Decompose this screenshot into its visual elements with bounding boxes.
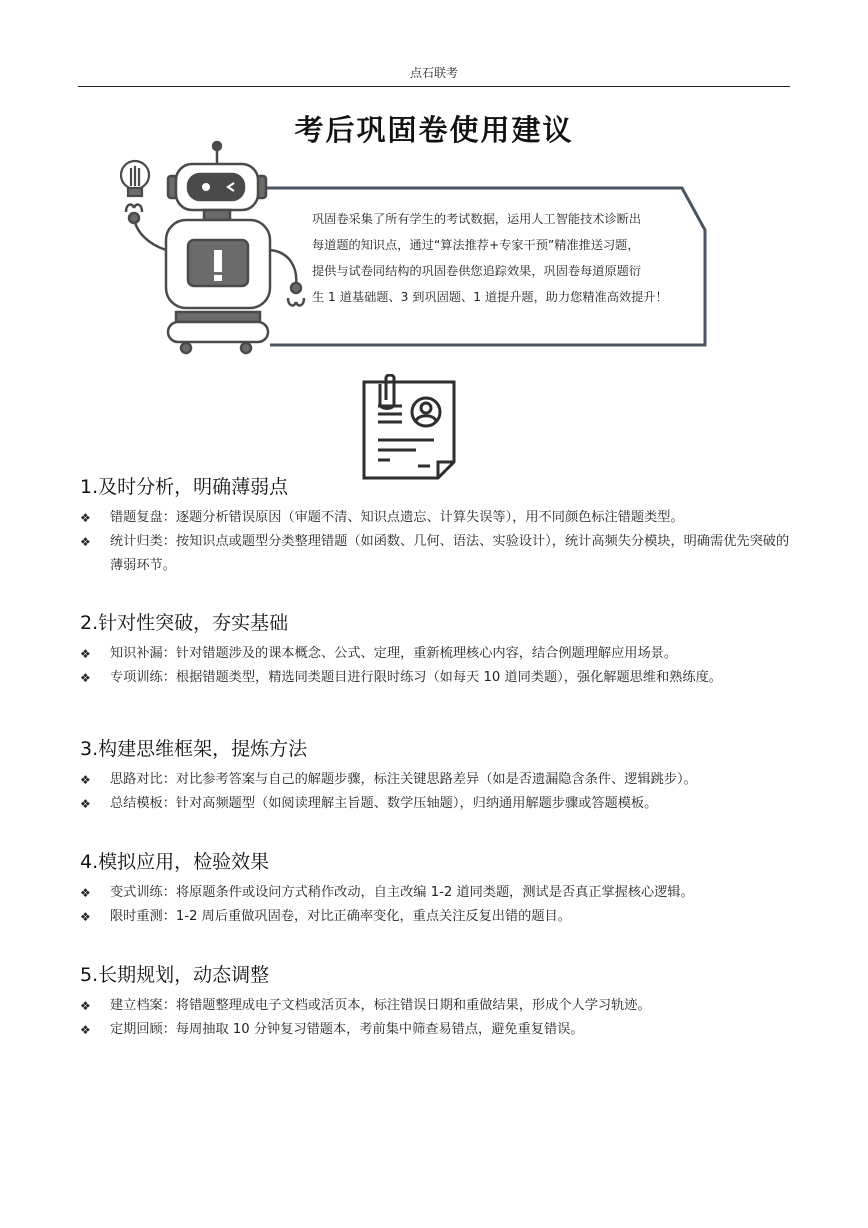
section-heading: 1.及时分析，明确薄弱点 xyxy=(80,476,289,498)
lightbulb-icon xyxy=(121,161,149,196)
list-item: ❖ 思路对比：对比参考答案与自己的解题步骤，标注关键思路差异（如是否遗漏隐含条件、逻辑跳步）。 xyxy=(80,768,792,792)
section-heading: 3.构建思维框架，提炼方法 xyxy=(80,738,308,760)
diamond-bullet-icon: ❖ xyxy=(80,797,91,811)
list-item: ❖ 专项训练：根据错题类型，精选同类题目进行限时练习（如每天 10 道同类题），强化解题思维和熟练度。 xyxy=(80,666,792,690)
section-list xyxy=(80,994,792,1042)
header-text: 点石联考 xyxy=(409,66,458,80)
intro-line: 巩固卷采集了所有学生的考试数据，运用人工智能技术诊断出 xyxy=(312,212,642,226)
intro-line: 提供与试卷同结构的巩固卷供您追踪效果，巩固卷每道原题衍 xyxy=(312,264,642,278)
diamond-bullet-icon: ❖ xyxy=(80,910,91,924)
list-item: ❖ 总结模板：针对高频题型（如阅读理解主旨题、数学压轴题），归纳通用解题步骤或答题模板。 xyxy=(80,792,792,816)
diamond-bullet-icon: ❖ xyxy=(80,511,91,525)
diamond-bullet-icon: ❖ xyxy=(80,999,91,1013)
diamond-bullet-icon: ❖ xyxy=(80,886,91,900)
list-item: ❖ 统计归类：按知识点或题型分类整理错题（如函数、几何、语法、实验设计），统计高频失分模块，明确需优先突破的薄弱环节。 xyxy=(80,530,792,578)
list-item: ❖ 定期回顾：每周抽取 10 分钟复习错题本，考前集中筛查易错点，避免重复错误。 xyxy=(80,1018,792,1042)
diamond-bullet-icon: ❖ xyxy=(80,535,91,549)
intro-line: 每道题的知识点，通过“算法推荐+专家干预”精准推送习题， xyxy=(312,238,640,252)
page-header xyxy=(78,62,790,87)
section-list xyxy=(80,881,792,929)
section-5 xyxy=(80,962,792,1042)
document-profile-icon xyxy=(360,374,460,482)
list-item: ❖ 限时重测：1-2 周后重做巩固卷，对比正确率变化，重点关注反复出错的题目。 xyxy=(80,905,792,929)
intro-paragraph xyxy=(312,206,700,310)
diamond-bullet-icon: ❖ xyxy=(80,647,91,661)
section-2 xyxy=(80,610,792,690)
section-heading: 5.长期规划，动态调整 xyxy=(80,964,270,986)
section-3 xyxy=(80,736,792,816)
list-item: ❖ 建立档案：将错题整理成电子文档或活页本，标注错误日期和重做结果，形成个人学习轨迹。 xyxy=(80,994,792,1018)
intro-line: 生 1 道基础题、3 到巩固题、1 道提升题，助力您精准高效提升！ xyxy=(312,290,668,304)
list-item: ❖ 知识补漏：针对错题涉及的课本概念、公式、定理，重新梳理核心内容，结合例题理解应用场景。 xyxy=(80,642,792,666)
robot-icon xyxy=(126,142,304,353)
section-4 xyxy=(80,849,792,929)
section-1 xyxy=(80,474,792,578)
list-item: ❖ 错题复盘：逐题分析错误原因（审题不清、知识点遗忘、计算失误等），用不同颜色标注错题类型。 xyxy=(80,506,792,530)
diamond-bullet-icon: ❖ xyxy=(80,773,91,787)
diamond-bullet-icon: ❖ xyxy=(80,671,91,685)
section-list xyxy=(80,506,792,578)
diamond-bullet-icon: ❖ xyxy=(80,1023,91,1037)
list-item: ❖ 变式训练：将原题条件或设问方式稍作改动，自主改编 1-2 道同类题，测试是否真正掌握核心逻辑。 xyxy=(80,881,792,905)
section-list xyxy=(80,768,792,816)
page-title: 考后巩固卷使用建议 xyxy=(294,113,574,147)
section-heading: 2.针对性突破，夯实基础 xyxy=(80,612,289,634)
section-list xyxy=(80,642,792,690)
section-heading: 4.模拟应用，检验效果 xyxy=(80,851,270,873)
